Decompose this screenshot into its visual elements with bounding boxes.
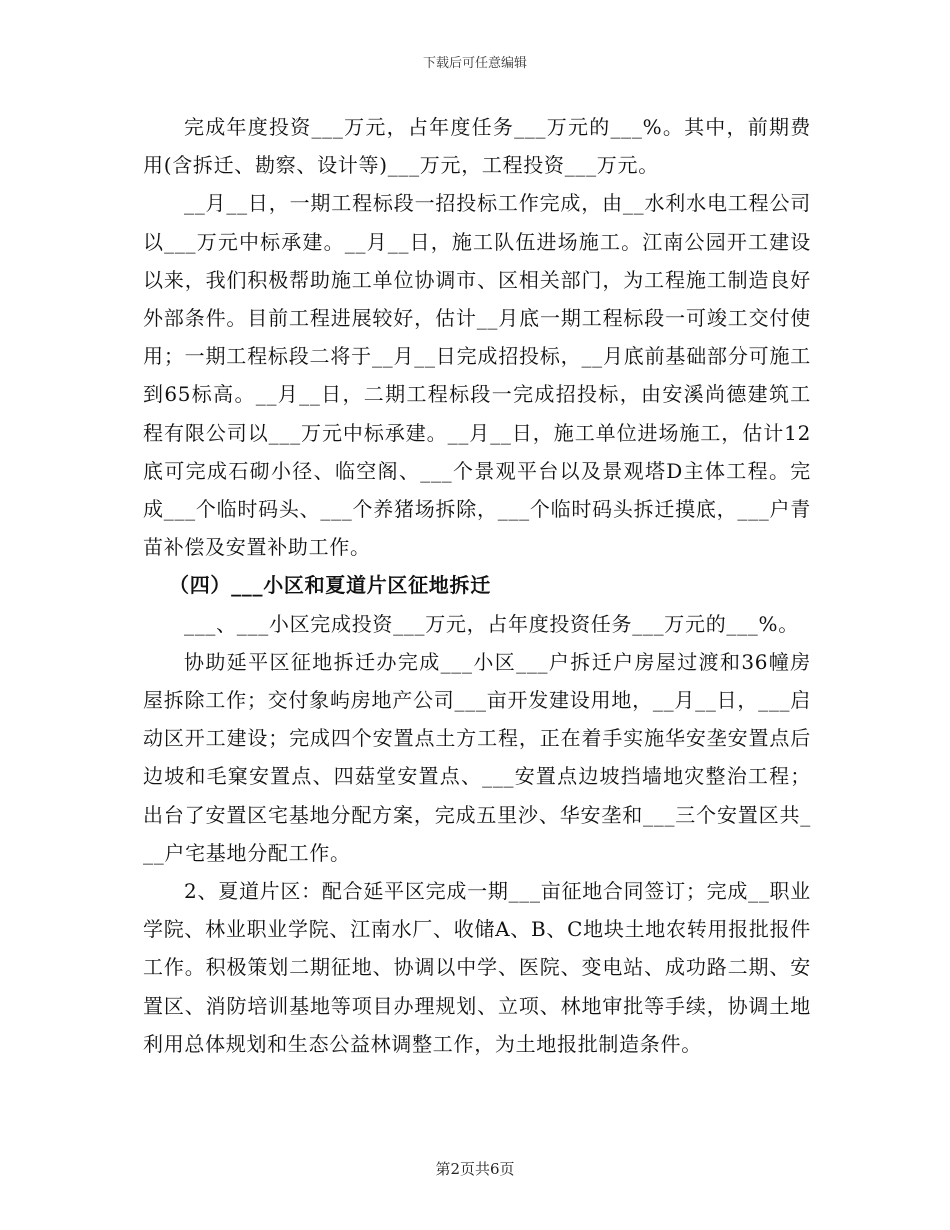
page-header-note: 下载后可任意编辑 — [422, 56, 527, 71]
paragraph-jiangnan-park-progress: __月__日，一期工程标段一招投标工作完成，由__水利水电工程公司以___万元中标承建。__月__日，施工队伍进场施工。江南公园开工建设以来，我们积极帮助施工单位协调市、区相关部门，为工程施工制造良好外部条件。目前工程进展较好，估计__月底一期工程标段一可竣工交付使用；一期工程标段二将于__月__日完成招投标，__月底前基础部分可施工到65标高。__月__日，二期工程标段一完成招投标，由安溪尚德建筑工程有限公司以___万元中标承建。__月__日，施工单位进场施工，估计12底可完成石砌小径、临空阁、___个景观平台以及景观塔D主体工程。完成___个临时码头、___个养猪场拆除，___个临时码头拆迁摸底，___户青苗补偿及安置补助工作。 — [143, 191, 811, 560]
paragraph-demolition-resettlement: 协助延平区征地拆迁办完成___小区___户拆迁户房屋过渡和36幢房屋拆除工作；交付象屿房地产公司___亩开发建设用地，__月__日，___启动区开工建设；完成四个安置点土方工程，正在着手实施华安垄安置点后边坡和毛窠安置点、四菇堂安置点、___安置点边坡挡墙地灾整治工程；出台了安置区宅基地分配方案，完成五里沙、华安垄和___三个安置区共___户宅基地分配工作。 — [143, 649, 811, 865]
paragraph-xiadao-area: 2、夏道片区：配合延平区完成一期___亩征地合同签订；完成__职业学院、林业职业学院、江南水厂、收储A、B、C地块土地农转用报批报件工作。积极策划二期征地、协调以中学、医院、变电站、成功路二期、安置区、消防培训基地等项目办理规划、立项、林地审批等手续，协调土地利用总体规划和生态公益林调整工作，为土地报批制造条件。 — [143, 879, 811, 1056]
paragraph-district-investment: ___、___小区完成投资___万元，占年度投资任务___万元的___%。 — [184, 611, 799, 636]
section-heading-land-acquisition: （四）___小区和夏道片区征地拆迁 — [169, 573, 491, 598]
document-body — [143, 108, 811, 1063]
paragraph-annual-investment: 完成年度投资___万元，占年度任务___万元的___%。其中，前期费用(含拆迁、勘察、设计等)___万元，工程投资___万元。 — [143, 115, 811, 178]
page-number: 第2页共6页 — [435, 1160, 515, 1178]
